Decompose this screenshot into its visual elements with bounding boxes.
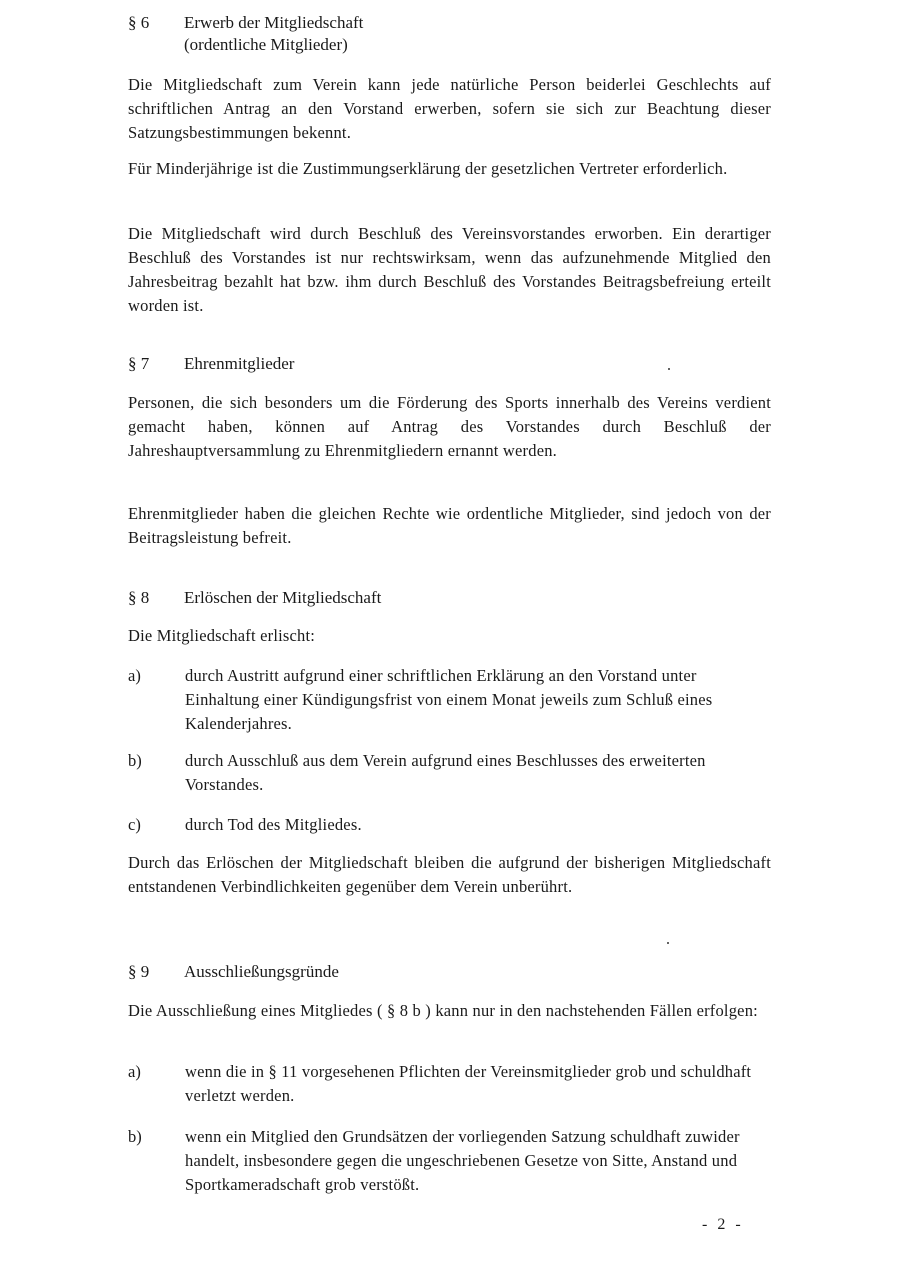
- paragraph: Personen, die sich besonders um die Förderung des Sports innerhalb des Vereins verdient gemacht haben, können auf Antrag des Vorstandes durch Beschluß der Jahreshauptversammlung zu Ehrenmitgliedern ernannt werden.: [128, 393, 771, 460]
- list-item-text: wenn die in § 11 vorgesehenen Pflichten der Vereinsmitglieder grob und schuldhaft verletzt werden.: [185, 1062, 752, 1105]
- section-title: Ehrenmitglieder: [184, 354, 295, 373]
- section-number: § 7: [128, 354, 150, 373]
- paragraph: Durch das Erlöschen der Mitgliedschaft bleiben die aufgrund der bisherigen Mitgliedschaft entstandenen Verbindlichkeiten gegenüber dem Verein unberührt.: [128, 853, 771, 896]
- paragraph: Die Mitgliedschaft zum Verein kann jede natürliche Person beiderlei Geschlechts auf schriftlichen Antrag an den Vorstand erwerben, sofern sie sich zur Beachtung dieser Satzungsbestimmungen bekennt.: [128, 75, 771, 142]
- list-item-label: b): [128, 751, 142, 770]
- paragraph: Die Mitgliedschaft wird durch Beschluß des Vereinsvorstandes erworben. Ein derartiger Beschluß des Vorstandes ist nur rechtswirksam, wenn das aufzunehmende Mitglied den Jahresbeitrag bezahlt hat bzw. ihm durch Beschluß des Vorstandes Beitragsbefreiung erteilt worden ist.: [128, 224, 771, 315]
- section-title: Erlöschen der Mitgliedschaft: [184, 588, 382, 607]
- section-number: § 9: [128, 962, 150, 981]
- list-item-text: durch Ausschluß aus dem Verein aufgrund eines Beschlusses des erweiterten Vorstandes.: [185, 751, 706, 794]
- section-subtitle: (ordentliche Mitglieder): [184, 35, 348, 54]
- list-item-label: b): [128, 1127, 142, 1146]
- paragraph: Ehrenmitglieder haben die gleichen Rechte wie ordentliche Mitglieder, sind jedoch von der Beitragsleistung befreit.: [128, 504, 771, 547]
- list-item-text: durch Austritt aufgrund einer schriftlichen Erklärung an den Vorstand unter Einhaltung einer Kündigungsfrist von einem Monat jeweils zum Schluß eines Kalenderjahres.: [185, 666, 713, 733]
- list-item-text: wenn ein Mitglied den Grundsätzen der vorliegenden Satzung schuldhaft zuwider handelt, insbesondere gegen die ungeschriebenen Gesetze von Sitte, Anstand und Sportkameradschaft grob verstößt.: [185, 1127, 740, 1194]
- page-number: - 2 -: [702, 1216, 744, 1233]
- paragraph-intro: Die Ausschließung eines Mitgliedes ( § 8 b ) kann nur in den nachstehenden Fällen erfolgen:: [128, 1001, 758, 1020]
- speck-mark: [667, 942, 669, 944]
- paragraph: Für Minderjährige ist die Zustimmungserklärung der gesetzlichen Vertreter erforderlich.: [128, 159, 728, 178]
- list-item-label: c): [128, 815, 141, 834]
- list-item-text: durch Tod des Mitgliedes.: [185, 815, 362, 834]
- list-item-label: a): [128, 666, 141, 685]
- section-title: Erwerb der Mitgliedschaft: [184, 13, 364, 32]
- section-title: Ausschließungsgründe: [184, 962, 339, 981]
- paragraph-intro: Die Mitgliedschaft erlischt:: [128, 626, 316, 645]
- section-number: § 6: [128, 13, 150, 32]
- section-number: § 8: [128, 588, 150, 607]
- speck-mark: [668, 368, 670, 370]
- list-item-label: a): [128, 1062, 141, 1081]
